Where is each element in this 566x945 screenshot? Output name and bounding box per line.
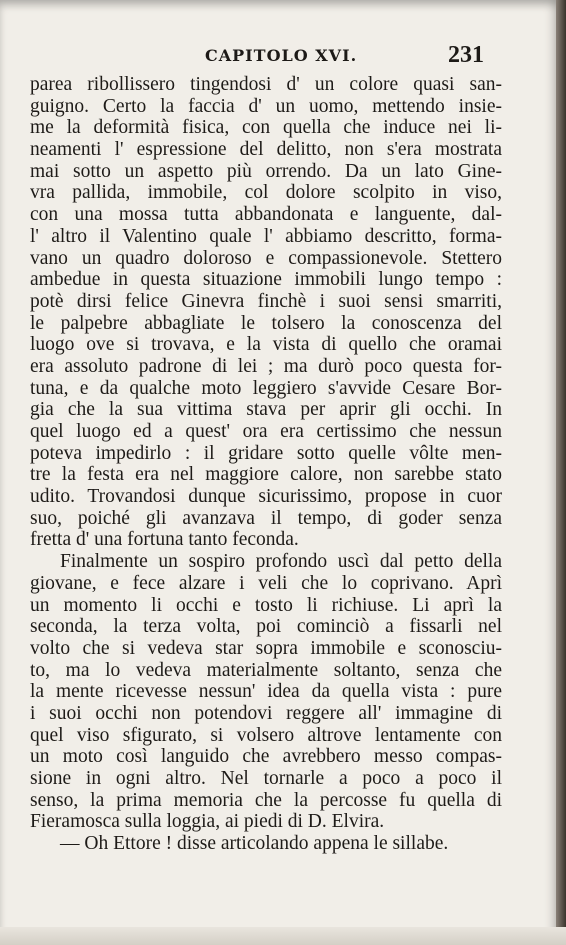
text-line: suo, poiché gli avanzava il tempo, di goder senza	[30, 507, 502, 529]
body-text	[30, 74, 502, 855]
text-line: la mente ricevesse nessun' idea da quella vista : pure	[30, 681, 502, 703]
text-line: un momento li occhi e tosto li richiuse. Li aprì la	[30, 594, 502, 616]
text-line: ambedue in questa situazione immobili lungo tempo :	[30, 269, 502, 291]
text-line: volto che si vedeva star sopra immobile e sconosciu-	[30, 637, 502, 659]
page-header	[0, 44, 560, 74]
text-line: seconda, la terza volta, poi cominciò a fissarli nel	[30, 616, 502, 638]
text-line: fretta d' una fortuna tanto feconda.	[30, 529, 299, 551]
book-spine-shadow	[556, 0, 566, 945]
text-line: era assoluto padrone di lei ; ma durò poco questa for-	[30, 355, 502, 377]
text-line: quel luogo ed a quest' ora era certissimo che nessun	[30, 421, 502, 442]
chapter-title: CAPITOLO XVI.	[205, 46, 358, 65]
text-line: giovane, e fece alzare i veli che lo coprivano. Aprì	[30, 572, 502, 594]
text-line: gia che la sua vittima stava per aprir gli occhi. In	[30, 399, 502, 421]
text-line: le palpebre abbagliate le tolsero la conoscenza del	[30, 312, 502, 334]
text-line: con una mossa tutta abbandonata e languente, dal-	[30, 204, 502, 226]
text-line: — Oh Ettore ! disse articolando appena le sillabe.	[60, 833, 449, 855]
text-line: sione in ogni altro. Nel tornarle a poco a poco il	[30, 768, 502, 789]
text-line: udito. Trovandosi dunque sicurissimo, propose in cuor	[30, 486, 502, 508]
text-line: quel viso sfigurato, si volsero altrove lentamente con	[30, 724, 502, 746]
text-line: potè dirsi felice Ginevra finchè i suoi sensi smarriti,	[30, 290, 502, 312]
text-line: poteva impedirlo : il gridare sotto quelle vôlte men-	[30, 442, 502, 464]
text-line: mai sotto un aspetto più orrendo. Da un lato Gine-	[30, 160, 502, 182]
text-line: l' altro il Valentino quale l' abbiamo descritto, forma-	[30, 225, 502, 247]
text-line: tuna, e da qualche moto leggiero s'avvide Cesare Bor-	[30, 377, 502, 399]
page-number: 231	[448, 42, 484, 68]
text-line: Fieramosca sulla loggia, ai piedi di D. Elvira.	[30, 811, 385, 833]
text-line: neamenti l' espressione del delitto, non s'era mostrata	[30, 139, 502, 161]
text-line: vra pallida, immobile, col dolore scolpito in viso,	[30, 182, 502, 204]
text-line: senso, la prima memoria che la percosse fu quella di	[30, 789, 502, 811]
text-line: un moto così languido che avrebbero messo compas-	[30, 746, 502, 768]
text-line: Finalmente un sospiro profondo uscì dal petto della	[60, 551, 502, 573]
text-line: tre la festa era nel maggiore calore, non sarebbe stato	[30, 464, 502, 486]
page-bottom-edge	[0, 927, 566, 945]
text-line: to, ma lo vedeva materialmente soltanto, senza che	[30, 659, 502, 681]
text-line: i suoi occhi non potendovi reggere all' immagine di	[30, 702, 502, 724]
text-line: guigno. Certo la faccia d' un uomo, mettendo insie-	[30, 95, 502, 117]
text-line: me la deformità fisica, con quella che induce nei li-	[30, 117, 502, 139]
text-line: vano un quadro doloroso e compassionevole. Stettero	[30, 247, 502, 269]
text-line: parea ribollissero tingendosi d' un colore quasi san-	[30, 74, 502, 95]
text-line: luogo ove si trovava, e la vista di quello che oramai	[30, 334, 502, 356]
